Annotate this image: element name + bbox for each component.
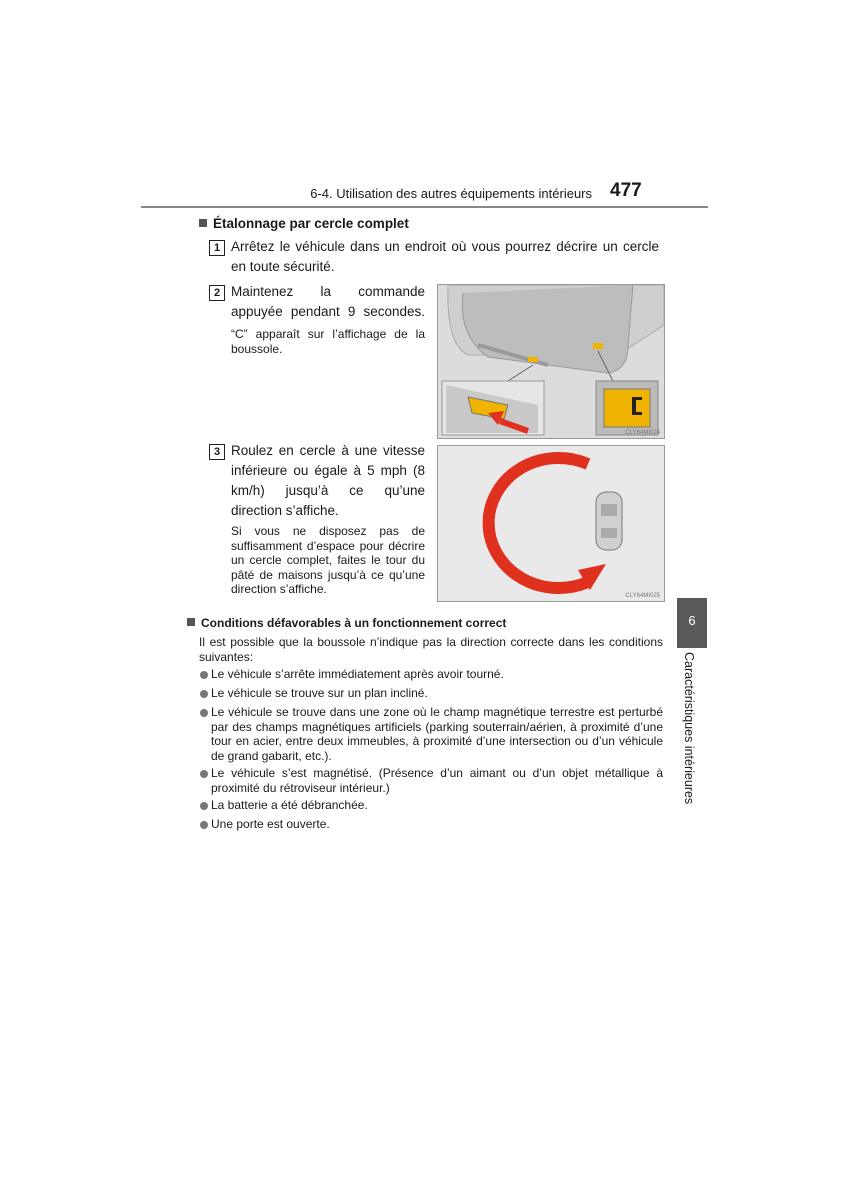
step-number-1: 1 — [209, 240, 225, 256]
condition-item: La batterie a été débranchée. — [211, 798, 368, 812]
bullet-dot-icon — [200, 821, 208, 829]
step-3-note: Si vous ne disposez pas de suffisamment d’espace pour décrire un cercle complet, faites le tour du pâté de maisons jusqu’à ce qu’une direction s’affiche. — [231, 524, 425, 596]
condition-item: Le véhicule se trouve sur un plan incliné. — [211, 686, 428, 700]
step-1-text: Arrêtez le véhicule dans un endroit où vous pourrez décrire un cercle en toute sécurité. — [231, 239, 659, 274]
condition-item: Une porte est ouverte. — [211, 817, 330, 831]
section-header: 6-4. Utilisation des autres équipements intérieurs — [310, 186, 592, 201]
mirror-illustration — [438, 285, 664, 438]
condition-item: Le véhicule se trouve dans une zone où le champ magnétique terrestre est perturbé par des champs magnétiques artificiels (parking souterrain/aérien, à proximité d’une tour en acier, entre deux immeubles, à proximité d’une intersection ou d’un véhicule de grand gabarit, etc.). — [211, 705, 663, 763]
step-2-note: “C” apparaît sur l’affichage de la boussole. — [231, 327, 425, 356]
header-rule — [141, 206, 708, 208]
bullet-dot-icon — [200, 802, 208, 810]
chapter-side-label-text: Caractéristiques intérieures — [682, 652, 696, 805]
figure-circle-driving — [437, 445, 665, 602]
step-number-2: 2 — [209, 285, 225, 301]
figure-1-code: CLY64MI024 — [625, 430, 660, 436]
step-number-3: 3 — [209, 444, 225, 460]
circle-arrow-illustration — [438, 446, 664, 601]
section-title-text: Étalonnage par cercle complet — [213, 216, 409, 231]
bullet-dot-icon — [200, 690, 208, 698]
figure-mirror-compass — [437, 284, 665, 439]
condition-item: Le véhicule s’arrête immédiatement après avoir tourné. — [211, 667, 504, 681]
square-bullet-icon — [187, 618, 195, 626]
chapter-side-label — [678, 652, 698, 822]
section-title-conditions — [187, 616, 506, 630]
step-3-text: Roulez en cercle à une vitesse inférieure ou égale à 5 mph (8 km/h) jusqu’à ce qu’une direction s’affiche. — [231, 443, 425, 518]
figure-2-code: CLY64MI025 — [625, 593, 660, 599]
section-title-calibration — [199, 216, 409, 231]
bullet-dot-icon — [200, 770, 208, 778]
bullet-dot-icon — [200, 671, 208, 679]
conditions-intro: Il est possible que la boussole n’indique pas la direction correcte dans les conditions suivantes: — [199, 635, 663, 664]
step-2-text: Maintenez la commande appuyée pendant 9 secondes. — [231, 284, 425, 319]
page-number: 477 — [610, 180, 642, 201]
bullet-dot-icon — [200, 709, 208, 717]
chapter-tab: 6 — [677, 598, 707, 648]
square-bullet-icon — [199, 219, 207, 227]
condition-item: Le véhicule s’est magnétisé. (Présence d’un aimant ou d’un objet métallique à proximité du rétroviseur intérieur.) — [211, 766, 663, 795]
section-2-title-text: Conditions défavorables à un fonctionnement correct — [201, 616, 507, 630]
